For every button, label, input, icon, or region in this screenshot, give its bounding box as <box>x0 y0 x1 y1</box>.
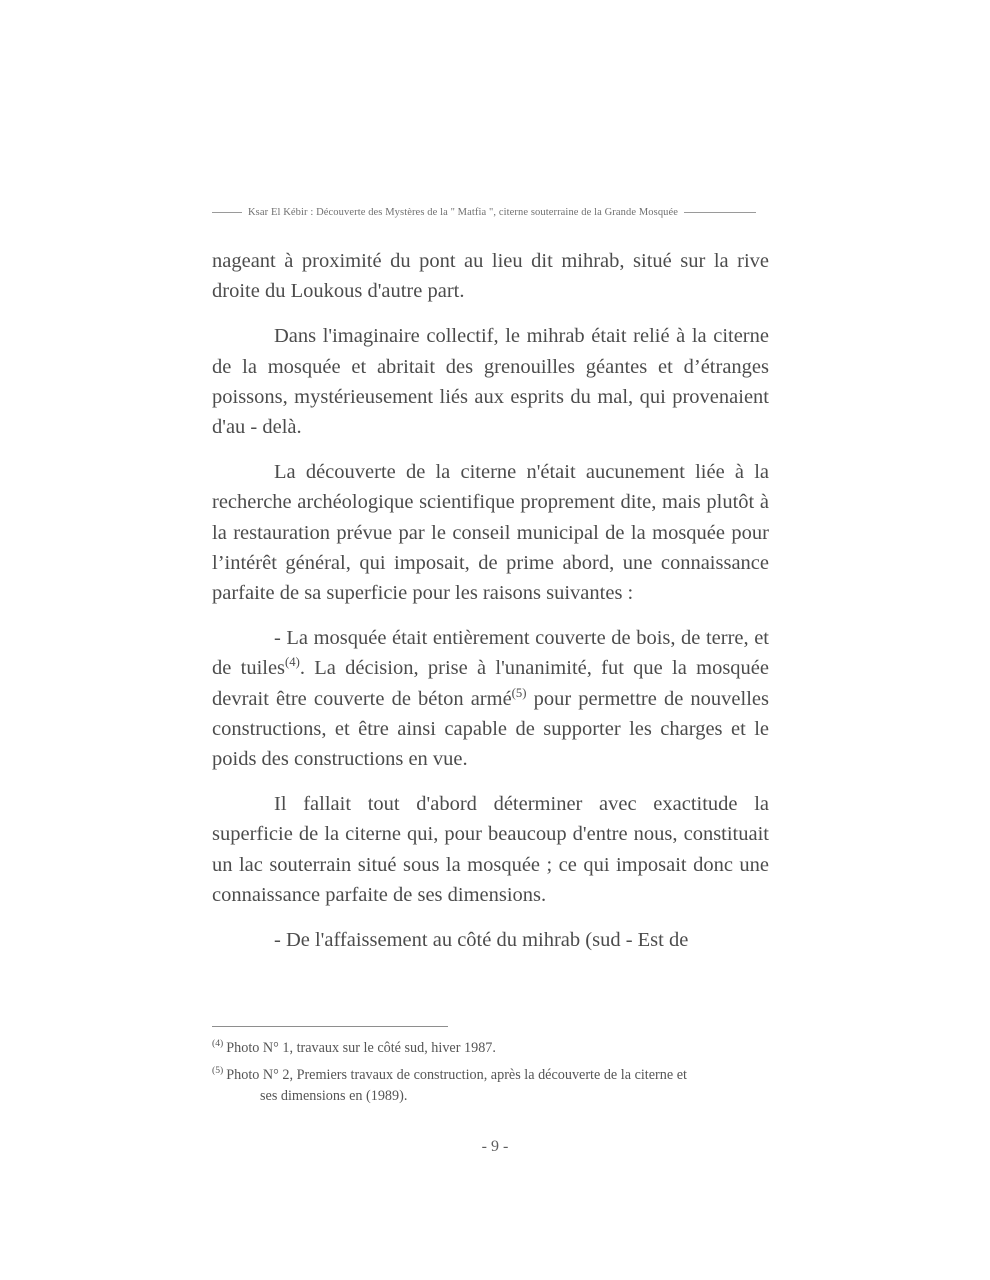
paragraph-3: La découverte de la citerne n'était aucunement liée à la recherche archéologique scientifique proprement dite, mais plutôt à la restauration prévue par le conseil municipal de la mosquée pour l’intérêt général, qui imposait, de prime abord, une connaissance parfaite de sa superficie pour les raisons suivantes : <box>212 461 769 605</box>
paragraph-2: Dans l'imaginaire collectif, le mihrab était relié à la citerne de la mosquée et abritait des grenouilles géantes et d’étranges poissons, mystérieusement liés aux esprits du mal, qui provenaient d'au - delà. <box>212 325 769 439</box>
footnote-reference-5: (5) <box>511 685 527 700</box>
footnote-4 <box>212 1038 769 1059</box>
footnote-5 <box>212 1065 769 1107</box>
footnote-5-marker: (5) <box>212 1065 224 1077</box>
footnote-reference-4: (4) <box>285 655 300 670</box>
page-number: - 9 - <box>481 1138 509 1155</box>
header-rule-left <box>212 212 242 213</box>
paragraph-5: Il fallait tout d'abord déterminer avec exactitude la superficie de la citerne qui, pour beaucoup d'entre nous, constituait un lac souterrain situé sous la mosquée ; ce qui imposait donc une connaissance parfaite de ses dimensions. <box>212 793 769 906</box>
running-header-text: Ksar El Kébir : Découverte des Mystères de la " Matfia ", citerne souterraine de la Grande Mosquée <box>248 207 679 218</box>
paragraph-4-text-part-3: pour permettre de nouvelles constructions, et être ainsi capable de supporter les charges et le poids des constructions en vue. <box>212 687 769 771</box>
header-rule-right <box>684 212 756 213</box>
footnote-4-text: Photo N° 1, travaux sur le côté sud, hiver 1987. <box>226 1040 496 1056</box>
paragraph-1: nageant à proximité du pont au lieu dit mihrab, situé sur la rive droite du Loukous d'autre part. <box>212 250 769 303</box>
body-text-block <box>212 246 769 955</box>
paragraph-4 <box>212 623 769 774</box>
footnote-5-text: Photo N° 2, Premiers travaux de construction, après la découverte de la citerne et <box>226 1067 687 1083</box>
footnote-5-continuation: ses dimensions en (1989). <box>260 1088 408 1104</box>
footnote-zone <box>212 1026 769 1113</box>
footnote-separator-rule <box>212 1026 448 1027</box>
running-header <box>212 207 780 218</box>
paragraph-4-text-part-2: . La décision, prise à l'unanimité, fut que la mosquée devrait être couverte de béton armé <box>212 657 770 710</box>
footnote-4-marker: (4) <box>212 1038 224 1050</box>
paragraph-6: - De l'affaissement au côté du mihrab (sud - Est de <box>274 929 689 952</box>
paragraph-4-text-part-1: - La mosquée était entièrement couverte de bois, de terre, et de tuiles <box>212 627 769 680</box>
